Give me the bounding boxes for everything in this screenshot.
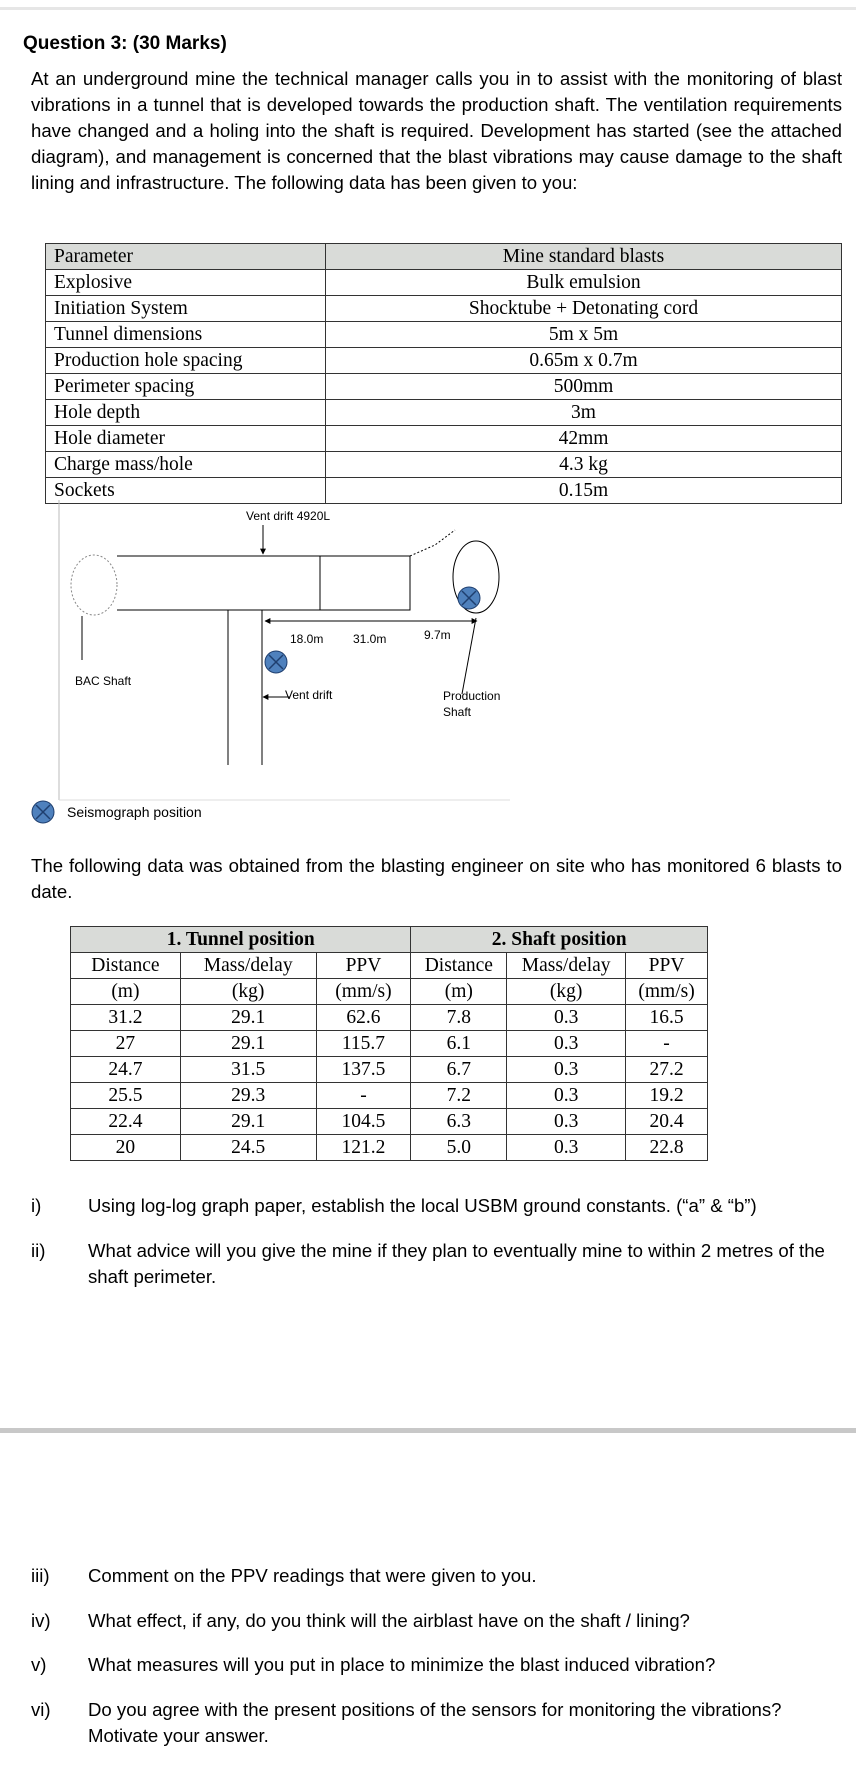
unit-cell: (kg) <box>507 979 626 1005</box>
table-cell: Shocktube + Detonating cord <box>326 296 842 322</box>
table-row <box>46 322 842 348</box>
table-cell: Explosive <box>46 270 326 296</box>
table-row <box>46 452 842 478</box>
production-shaft-label: Production <box>443 689 501 703</box>
table-cell: 20.4 <box>626 1109 708 1135</box>
table-cell: 5.0 <box>411 1135 507 1161</box>
table-cell: Initiation System <box>46 296 326 322</box>
table-cell: 29.3 <box>180 1083 316 1109</box>
table-cell: 6.7 <box>411 1057 507 1083</box>
production-shaft-label: Shaft <box>443 705 472 719</box>
question-number: iii) <box>31 1565 50 1586</box>
table-cell: Hole depth <box>46 400 326 426</box>
table-cell: 5m x 5m <box>326 322 842 348</box>
table-row <box>71 1057 708 1083</box>
table-cell: 6.1 <box>411 1031 507 1057</box>
table-cell: 0.3 <box>507 1005 626 1031</box>
table-row <box>71 1005 708 1031</box>
column-header: Mass/delay <box>180 953 316 979</box>
column-header: Distance <box>411 953 507 979</box>
table-cell: 16.5 <box>626 1005 708 1031</box>
intro-paragraph: At an underground mine the technical manager calls you in to assist with the monitoring of blast vibrations in a tunnel that is developed towards the production shaft. The ventilation requirements have changed and a holing into the shaft is required. Development has started (see the attached diagram), and management is concerned that the blast vibrations may cause damage to the shaft lining and infrastructure. The following data has been given to you: <box>31 68 842 193</box>
header-cell: Mine standard blasts <box>326 244 842 270</box>
table-cell: 0.65m x 0.7m <box>326 348 842 374</box>
table-cell: - <box>316 1083 411 1109</box>
header-cell: Parameter <box>46 244 326 270</box>
table-cell: Bulk emulsion <box>326 270 842 296</box>
table-cell: 500mm <box>326 374 842 400</box>
table-cell: 22.4 <box>71 1109 181 1135</box>
table-cell: 20 <box>71 1135 181 1161</box>
table-cell: 24.5 <box>180 1135 316 1161</box>
table-cell: 27.2 <box>626 1057 708 1083</box>
table-cell: 29.1 <box>180 1005 316 1031</box>
table-cell: 0.3 <box>507 1031 626 1057</box>
section-header-row <box>71 927 708 953</box>
question-text: What measures will you put in place to minimize the blast induced vibration? <box>88 1654 716 1675</box>
column-header-row <box>71 953 708 979</box>
table-row <box>71 1135 708 1161</box>
data-intro-paragraph: The following data was obtained from the blasting engineer on site who has monitored 6 blasts to date. <box>31 855 842 902</box>
table-cell: 0.15m <box>326 478 842 504</box>
table-cell: Hole diameter <box>46 426 326 452</box>
table-cell: 4.3 kg <box>326 452 842 478</box>
table-cell: 22.8 <box>626 1135 708 1161</box>
table-cell: 0.3 <box>507 1057 626 1083</box>
table-cell: 29.1 <box>180 1031 316 1057</box>
column-header: Mass/delay <box>507 953 626 979</box>
table-cell: - <box>626 1031 708 1057</box>
table-cell: 24.7 <box>71 1057 181 1083</box>
table-row <box>71 1031 708 1057</box>
dimension-31m: 31.0m <box>353 632 387 646</box>
table-row <box>46 374 842 400</box>
page-break-divider <box>0 1428 856 1433</box>
dimension-18m: 18.0m <box>290 632 324 646</box>
seismograph-icon <box>265 651 287 673</box>
table-row <box>71 1109 708 1135</box>
seismograph-legend-label: Seismograph position <box>67 804 202 820</box>
parameter-table <box>45 243 842 504</box>
bac-shaft-label: BAC Shaft <box>75 674 132 688</box>
table-cell: 121.2 <box>316 1135 411 1161</box>
question-text: What advice will you give the mine if they plan to eventually mine to within 2 metres of the shaft perimeter. <box>88 1240 825 1287</box>
table-cell: 25.5 <box>71 1083 181 1109</box>
vent-drift-label: Vent drift <box>285 688 333 702</box>
table-row <box>46 296 842 322</box>
table-cell: 29.1 <box>180 1109 316 1135</box>
table-cell: 6.3 <box>411 1109 507 1135</box>
question-number: iv) <box>31 1610 51 1631</box>
unit-cell: (m) <box>411 979 507 1005</box>
units-row <box>71 979 708 1005</box>
mine-layout-diagram <box>0 500 520 830</box>
table-cell: Tunnel dimensions <box>46 322 326 348</box>
table-row <box>46 426 842 452</box>
table-cell: 62.6 <box>316 1005 411 1031</box>
table-cell: 115.7 <box>316 1031 411 1057</box>
table-cell: 31.5 <box>180 1057 316 1083</box>
table-cell: 0.3 <box>507 1109 626 1135</box>
unit-cell: (m) <box>71 979 181 1005</box>
table-cell: Charge mass/hole <box>46 452 326 478</box>
unit-cell: (mm/s) <box>316 979 411 1005</box>
column-header: Distance <box>71 953 181 979</box>
question-text: What effect, if any, do you think will the airblast have on the shaft / lining? <box>88 1610 690 1631</box>
question-number: ii) <box>31 1240 46 1261</box>
table-cell: 0.3 <box>507 1135 626 1161</box>
table-cell: 104.5 <box>316 1109 411 1135</box>
question-text: Do you agree with the present positions of the sensors for monitoring the vibrations? Motivate your answer. <box>88 1699 782 1746</box>
dimension-9-7m: 9.7m <box>424 628 451 642</box>
shaft-position-header: 2. Shaft position <box>411 927 708 953</box>
question-number: vi) <box>31 1699 51 1720</box>
table-cell: Production hole spacing <box>46 348 326 374</box>
table-row <box>46 270 842 296</box>
tunnel-end <box>410 530 455 556</box>
tunnel-outline <box>117 556 410 765</box>
seismograph-icon <box>458 587 480 609</box>
unit-cell: (kg) <box>180 979 316 1005</box>
table-row <box>46 348 842 374</box>
table-cell: 3m <box>326 400 842 426</box>
question-number: v) <box>31 1654 47 1675</box>
monitoring-data-table <box>70 926 708 1161</box>
table-cell: 19.2 <box>626 1083 708 1109</box>
bac-shaft-outline <box>71 555 117 615</box>
table-cell: 27 <box>71 1031 181 1057</box>
table-cell: 42mm <box>326 426 842 452</box>
question-title: Question 3: (30 Marks) <box>23 33 227 54</box>
question-text: Using log-log graph paper, establish the local USBM ground constants. (“a” & “b”) <box>88 1195 757 1216</box>
table-cell: 31.2 <box>71 1005 181 1031</box>
question-text: Comment on the PPV readings that were given to you. <box>88 1565 537 1586</box>
table-cell: 7.2 <box>411 1083 507 1109</box>
question-number: i) <box>31 1195 42 1216</box>
top-divider <box>0 7 856 10</box>
tunnel-position-header: 1. Tunnel position <box>71 927 411 953</box>
table-cell: 0.3 <box>507 1083 626 1109</box>
seismograph-legend-icon <box>32 801 54 823</box>
table-cell: Perimeter spacing <box>46 374 326 400</box>
table-header-row <box>46 244 842 270</box>
table-row <box>46 400 842 426</box>
table-row <box>71 1083 708 1109</box>
column-header: PPV <box>316 953 411 979</box>
column-header: PPV <box>626 953 708 979</box>
table-cell: 7.8 <box>411 1005 507 1031</box>
unit-cell: (mm/s) <box>626 979 708 1005</box>
table-cell: Sockets <box>46 478 326 504</box>
production-shaft-pointer <box>462 618 476 694</box>
table-cell: 137.5 <box>316 1057 411 1083</box>
vent-drift-4920l-label: Vent drift 4920L <box>246 509 331 523</box>
